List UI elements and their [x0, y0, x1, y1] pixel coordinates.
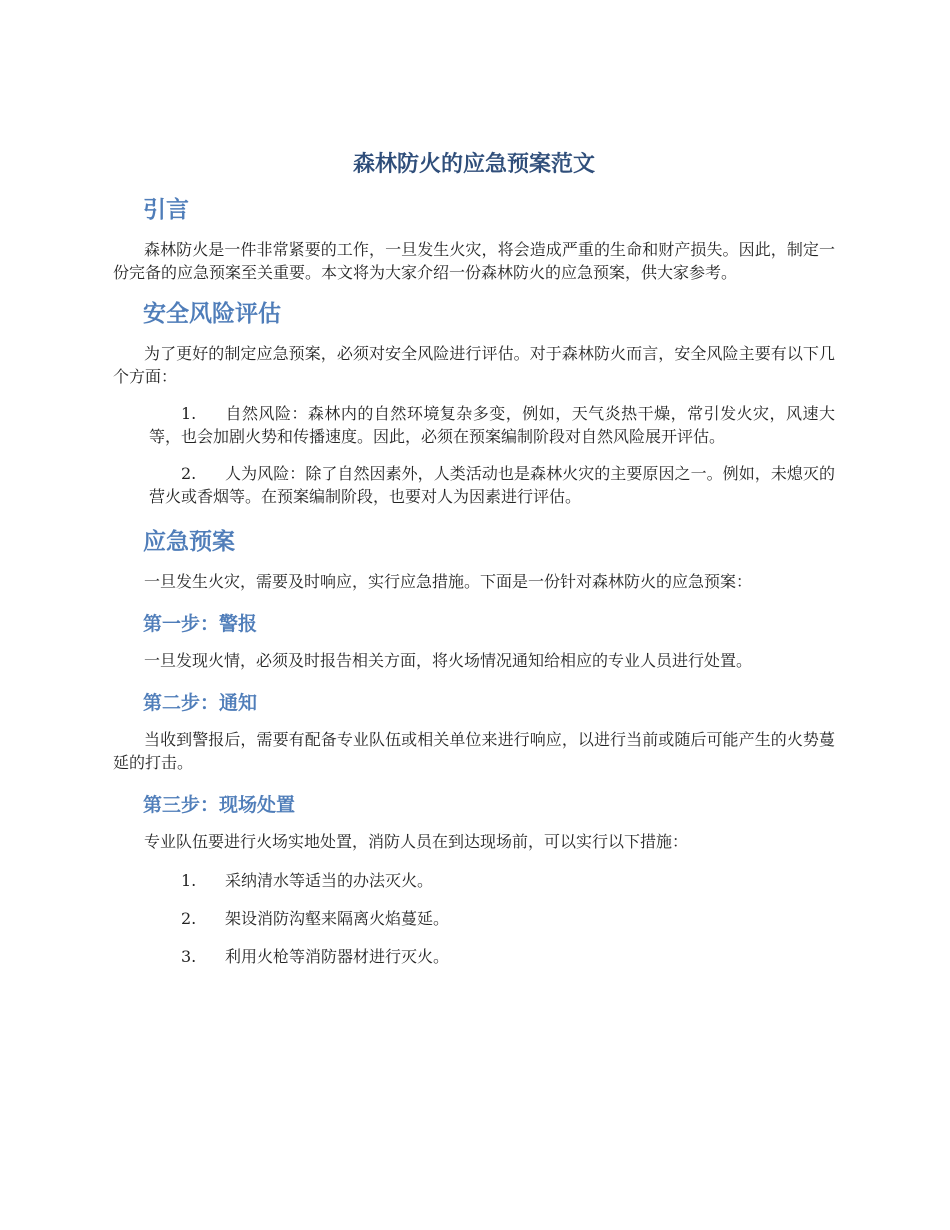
- intro-paragraph: 森林防火是一件非常紧要的工作，一旦发生火灾，将会造成严重的生命和财产损失。因此，制定一份完备的应急预案至关重要。本文将为大家介绍一份森林防火的应急预案，供大家参考。: [113, 240, 835, 282]
- list-item-text: 利用火枪等消防器材进行灭火。: [225, 947, 450, 966]
- risk-list: [149, 402, 835, 508]
- risk-paragraph: 为了更好的制定应急预案，必须对安全风险进行评估。对于森林防火而言，安全风险主要有以下几个方面：: [113, 344, 835, 386]
- step3-heading: 第三步：现场处置: [143, 794, 296, 816]
- document-title: 森林防火的应急预案范文: [352, 152, 595, 177]
- list-item-text: 采纳清水等适当的办法灭火。: [225, 871, 434, 890]
- step3-paragraph: 专业队伍要进行火场实地处置，消防人员在到达现场前，可以实行以下措施：: [144, 832, 689, 851]
- step2-heading: 第二步：通知: [143, 692, 258, 714]
- section-heading-plan: 应急预案: [143, 529, 235, 555]
- list-item-number: 1.: [181, 871, 197, 890]
- plan-paragraph: 一旦发生火灾，需要及时响应，实行应急措施。下面是一份针对森林防火的应急预案：: [144, 572, 753, 591]
- list-item: [181, 869, 835, 892]
- list-item-number: 3.: [181, 947, 197, 966]
- measure-list: [181, 869, 835, 968]
- list-item-number: 2.: [181, 909, 197, 928]
- list-item-text: 自然风险：森林内的自然环境复杂多变，例如，天气炎热干燥，常引发火灾，风速大等，也会加剧火势和传播速度。因此，必须在预案编制阶段对自然风险展开评估。: [149, 404, 835, 446]
- section-heading-intro: 引言: [143, 197, 189, 223]
- section-heading-risk: 安全风险评估: [143, 301, 281, 327]
- list-item: [181, 945, 835, 968]
- step2-paragraph: 当收到警报后，需要有配备专业队伍或相关单位来进行响应，以进行当前或随后可能产生的火势蔓延的打击。: [113, 730, 835, 772]
- list-item-text: 人为风险：除了自然因素外，人类活动也是森林火灾的主要原因之一。例如，未熄灭的营火或香烟等。在预案编制阶段，也要对人为因素进行评估。: [149, 464, 835, 506]
- list-item: [149, 462, 835, 508]
- list-item: [149, 402, 835, 448]
- list-item: [181, 907, 835, 930]
- list-item-number: 1.: [181, 404, 197, 423]
- step1-heading: 第一步：警报: [143, 613, 258, 635]
- list-item-number: 2.: [181, 464, 197, 483]
- list-item-text: 架设消防沟壑来隔离火焰蔓延。: [225, 909, 450, 928]
- step1-paragraph: 一旦发现火情，必须及时报告相关方面，将火场情况通知给相应的专业人员进行处置。: [144, 651, 753, 670]
